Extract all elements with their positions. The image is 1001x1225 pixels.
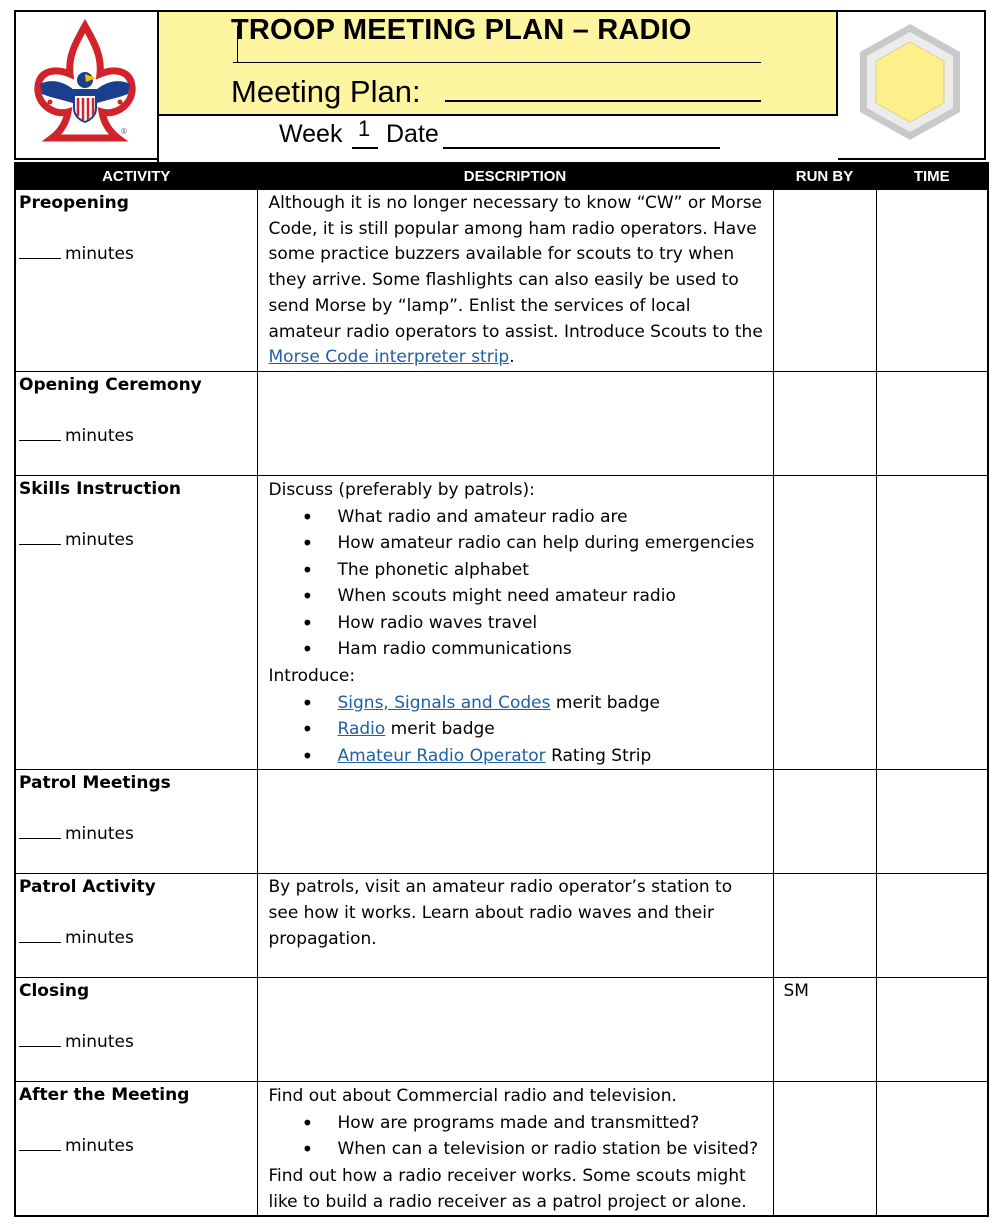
description-text: Find out how a radio receiver works. Some scouts might like to build a radio receiver as a patrol project or alone.: [268, 1165, 747, 1213]
minutes-label: minutes: [65, 243, 134, 264]
activity-name: Skills Instruction: [19, 478, 182, 499]
minutes-label: minutes: [65, 824, 134, 845]
run-by-cell[interactable]: [773, 1082, 876, 1217]
description-body: Although it is no longer necessary to know “CW” or Morse Code, it is still popular among ham radio operators. Have some practice buzzers available for scouts to try when they arrive. Some flashlights can also easily be used to send Morse by “lamp”. Enlist the services of local amateur radio operators to assist. Introduce Scouts to the: [268, 193, 763, 342]
list-item: • The phonetic alphabet: [338, 557, 765, 584]
time-cell[interactable]: [876, 1082, 988, 1217]
list-item: [338, 690, 765, 717]
minutes-label: minutes: [65, 425, 134, 446]
table-row: [15, 475, 988, 770]
minutes-label: minutes: [65, 928, 134, 949]
description-cell: [257, 1082, 773, 1217]
activity-cell: [15, 1082, 257, 1217]
time-cell[interactable]: [876, 874, 988, 978]
activity-name: Preopening: [19, 193, 129, 213]
minutes-field[interactable]: [16, 242, 257, 268]
time-cell[interactable]: [876, 978, 988, 1082]
description-cell: [257, 190, 773, 372]
after-meeting-list: [269, 1110, 765, 1163]
activity-name: Opening Ceremony: [19, 374, 202, 395]
minutes-blank[interactable]: [19, 926, 61, 943]
hexagon-badge-icon: [838, 12, 984, 158]
table-row: [15, 978, 988, 1082]
week-blank: [352, 147, 378, 149]
time-cell[interactable]: [876, 770, 988, 874]
title-panel: [157, 10, 838, 116]
table-row: [15, 1082, 988, 1217]
activity-cell: [15, 770, 257, 874]
activity-cell: [15, 978, 257, 1082]
table-row: [15, 874, 988, 978]
run-by-cell[interactable]: [773, 371, 876, 475]
time-cell[interactable]: [876, 190, 988, 372]
list-item: • Ham radio communications: [338, 636, 765, 663]
minutes-label: minutes: [65, 1032, 134, 1053]
col-header-activity: ACTIVITY: [15, 163, 257, 190]
bsa-logo-icon: [16, 12, 155, 158]
list-item: • What radio and amateur radio are: [338, 504, 765, 531]
list-item: [338, 716, 765, 743]
activity-cell: [15, 475, 257, 770]
run-by-cell[interactable]: [773, 978, 876, 1082]
badge-panel: [838, 10, 986, 160]
table-row: [15, 371, 988, 475]
run-by-cell[interactable]: [773, 190, 876, 372]
description-text: [269, 191, 765, 371]
minutes-blank[interactable]: [19, 1030, 61, 1047]
meeting-plan-table: [14, 162, 989, 1217]
run-by-cell[interactable]: [773, 874, 876, 978]
table-row: [15, 770, 988, 874]
description-cell: [257, 874, 773, 978]
run-by-cell[interactable]: [773, 770, 876, 874]
minutes-blank[interactable]: [19, 424, 61, 441]
minutes-field[interactable]: [16, 1030, 257, 1056]
introduce-intro: Introduce:: [268, 666, 356, 687]
col-header-description: DESCRIPTION: [257, 163, 773, 190]
title-underline: [233, 62, 761, 63]
week-number[interactable]: 1: [358, 116, 371, 141]
logo-panel: [14, 10, 157, 160]
week-label: Week: [279, 120, 343, 148]
activity-cell: [15, 190, 257, 372]
week-date-panel: [157, 116, 838, 162]
activity-name: Patrol Meetings: [19, 773, 171, 794]
table-header-row: [15, 163, 988, 190]
time-cell[interactable]: [876, 371, 988, 475]
list-item-text: merit badge: [550, 692, 660, 713]
minutes-blank[interactable]: [19, 528, 61, 545]
discuss-intro: Discuss (preferably by patrols):: [268, 479, 535, 500]
minutes-field[interactable]: [16, 528, 257, 554]
signs-signals-codes-link[interactable]: Signs, Signals and Codes: [337, 692, 551, 713]
minutes-blank[interactable]: [19, 242, 61, 259]
activity-cell: [15, 874, 257, 978]
list-item: • When scouts might need amateur radio: [338, 583, 765, 610]
svg-text:®: ®: [120, 127, 128, 136]
list-item-text: Rating Strip: [545, 745, 652, 766]
minutes-label: minutes: [65, 529, 134, 550]
date-blank[interactable]: [443, 147, 720, 149]
activity-name: After the Meeting: [19, 1085, 190, 1106]
activity-name: Closing: [19, 981, 90, 1002]
morse-code-strip-link[interactable]: Morse Code interpreter strip: [268, 347, 510, 368]
run-by-cell[interactable]: [773, 475, 876, 770]
description-cell: [257, 475, 773, 770]
time-cell[interactable]: [876, 475, 988, 770]
list-item: • How are programs made and transmitted?: [338, 1110, 765, 1136]
description-end: .: [509, 347, 515, 368]
discuss-list: [269, 504, 765, 664]
minutes-field[interactable]: [16, 926, 257, 952]
meeting-plan-blank[interactable]: [445, 100, 761, 102]
date-label: Date: [386, 120, 439, 148]
list-item: • When can a television or radio station be visited?: [338, 1136, 765, 1162]
amateur-radio-operator-link[interactable]: Amateur Radio Operator: [337, 745, 546, 766]
page-title: TROOP MEETING PLAN – RADIO: [231, 14, 692, 46]
minutes-blank[interactable]: [19, 822, 61, 839]
description-cell[interactable]: [257, 371, 773, 475]
list-item: • How radio waves travel: [338, 610, 765, 637]
run-by-value: SM: [783, 981, 809, 1002]
description-cell[interactable]: [257, 770, 773, 874]
table-row: [15, 190, 988, 372]
minutes-label: minutes: [65, 1136, 134, 1157]
list-item: • How amateur radio can help during emergencies: [338, 530, 765, 557]
meeting-plan-label: Meeting Plan:: [231, 74, 421, 109]
description-text: Find out about Commercial radio and television.: [268, 1086, 677, 1107]
minutes-field[interactable]: [16, 1134, 257, 1160]
col-header-run-by: RUN BY: [773, 163, 876, 190]
minutes-field[interactable]: [16, 822, 257, 848]
activity-cell: [15, 371, 257, 475]
description-text: By patrols, visit an amateur radio operator’s station to see how it works. Learn about radio waves and their propagation.: [268, 877, 733, 949]
list-item: [338, 743, 765, 770]
introduce-list: [269, 690, 765, 770]
activity-name: Patrol Activity: [19, 877, 156, 898]
minutes-blank[interactable]: [19, 1134, 61, 1151]
col-header-time: TIME: [876, 163, 988, 190]
description-cell[interactable]: [257, 978, 773, 1082]
list-item-text: merit badge: [385, 719, 495, 740]
radio-merit-badge-link[interactable]: Radio: [337, 719, 386, 740]
minutes-field[interactable]: [16, 424, 257, 450]
